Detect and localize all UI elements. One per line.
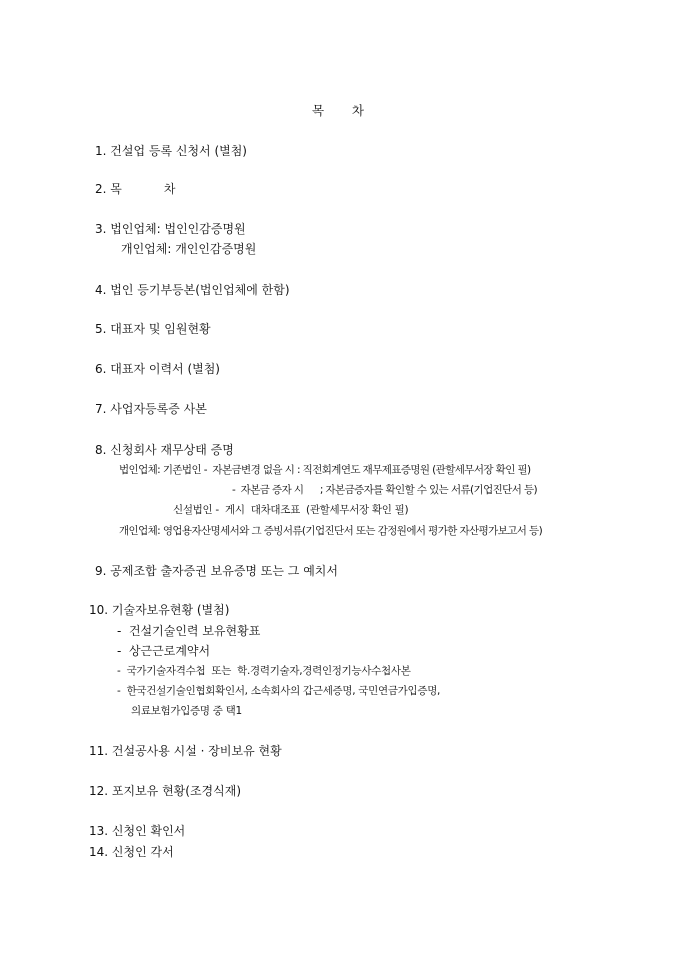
toc-item-9: 9. 공제조합 출자증권 보유증명 또는 그 예치서: [95, 564, 338, 578]
toc-item-2: 2. 목 차: [95, 182, 176, 196]
toc-item-13: 13. 신청인 확인서: [89, 824, 186, 838]
toc-item-10e: 의료보험가입증명 중 택1: [131, 705, 242, 717]
toc-item-12: 12. 포지보유 현황(조경식재): [89, 784, 241, 798]
toc-item-5: 5. 대표자 및 임원현황: [95, 322, 211, 336]
toc-item-7: 7. 사업자등록증 사본: [95, 402, 207, 416]
toc-item-1: 1. 건설업 등록 신청서 (별첨): [95, 144, 247, 158]
toc-item-10c: - 국가기술자격수첩 또는 학.경력기술자,경력인정기능사수첩사본: [117, 665, 411, 677]
page-title: 목 차: [312, 103, 364, 118]
toc-item-11: 11. 건설공사용 시설 · 장비보유 현황: [89, 744, 282, 758]
toc-item-10: 10. 기술자보유현황 (별첨): [89, 603, 230, 617]
toc-item-3b: 개인업체: 개인인감증명원: [121, 242, 257, 256]
toc-item-8-individual: 개인업체: 영업용자산명세서와 그 증빙서류(기업진단서 또는 감정원에서 평가한 자산평가보고서 등): [119, 525, 543, 537]
toc-item-8-corp-existing: 법인업체: 기존법인 - 자본금변경 없을 시 : 직전회계연도 재무제표증명원 (관할세무서장 확인 필): [119, 464, 531, 476]
toc-item-6: 6. 대표자 이력서 (별첨): [95, 362, 220, 376]
toc-item-3a: 3. 법인업체: 법인인감증명원: [95, 222, 246, 236]
toc-item-14: 14. 신청인 각서: [89, 845, 174, 859]
toc-item-8-corp-new: 신설법인 - 게시 대차대조표 (관할세무서장 확인 필): [173, 504, 409, 516]
toc-item-8-capital-increase: - 자본금 증자 시 ; 자본금증자를 확인할 수 있는 서류(기업진단서 등): [232, 484, 538, 496]
toc-item-8: 8. 신청회사 재무상태 증명: [95, 443, 234, 457]
toc-item-10a: - 건설기술인력 보유현황표: [117, 624, 261, 638]
toc-item-10b: - 상근근로계약서: [117, 644, 211, 658]
toc-item-10d: - 한국건설기술인협회확인서, 소속회사의 갑근세증명, 국민연금가입증명,: [117, 685, 441, 697]
toc-item-4: 4. 법인 등기부등본(법인업체에 한함): [95, 283, 290, 297]
